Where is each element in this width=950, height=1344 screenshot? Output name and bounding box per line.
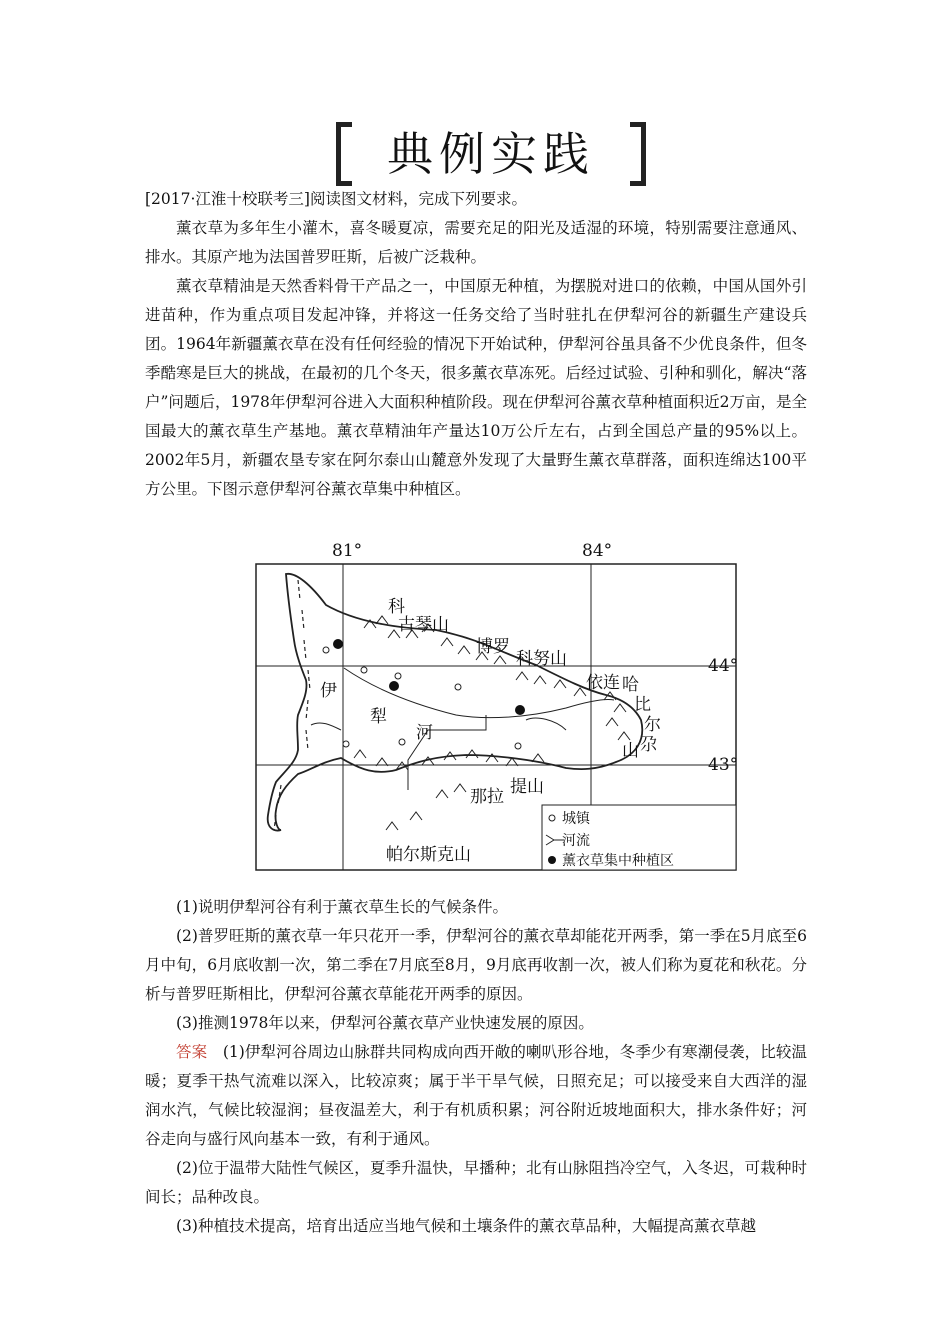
lat-44-label: 44° [708,656,739,676]
mountain-label-shan: 山 [622,741,639,761]
mountain-label-yilian: 依连 [586,673,620,693]
river-label-yi: 伊 [320,681,337,701]
town-marker [343,741,349,747]
question-1: (1)说明伊犁河谷有利于薰衣草生长的气候条件。 [176,898,508,916]
mountain-label-guqin: 古琴山 [398,615,449,635]
town-marker [323,647,329,653]
legend-town-symbol [549,815,555,821]
mountain-label-kenu: 科努山 [516,649,567,669]
section-header [336,122,646,188]
answer-1 [145,1038,807,1154]
left-bracket [336,122,352,186]
mountain-label-pa: 帕尔斯克山 [386,845,471,865]
section-title: 典例实践 [387,127,595,181]
source-line: [2017·江淮十校联考三]阅读图文材料，完成下列要求。 [145,190,527,208]
lavender-area-marker [515,705,525,715]
yili-valley-map [236,530,756,890]
intro-paragraph-1: 薰衣草为多年生小灌木，喜冬暖夏凉，需要充足的阳光及适湿的环境，特别需要注意通风、排水。其原产地为法国普罗旺斯，后被广泛栽种。 [145,219,807,266]
mountain-label-ke: 科 [388,597,405,617]
answer-2: (2)位于温带大陆性气候区，夏季升温快，早播种；北有山脉阻挡冷空气，入冬迟，可栽种时间长；品种改良。 [145,1159,807,1206]
border-line [274,580,310,830]
town-marker [515,743,521,749]
river-label-li: 犁 [370,707,387,727]
mountain-label-nala: 那拉 [470,787,504,807]
question-3: (3)推测1978年以来，伊犁河谷薰衣草产业快速发展的原因。 [176,1014,594,1032]
intro-paragraph-2: 薰衣草精油是天然香料骨干产品之一，中国原无种植，为摆脱对进口的依赖，中国从国外引进苗种，作为重点项目发起冲锋，并将这一任务交给了当时驻扎在伊犁河谷的新疆生产建设兵团。1964年新疆薰衣草在没有任何经验的情况下开始试种，伊犁河谷虽具备不少优良条件，但冬季酷寒是巨大的挑战，在最初的几个冬天，很多薰衣草冻死。后经过试验、引种和驯化，解决“落户”问题后，1978年伊犁河谷进入大面积种植阶段。现在伊犁河谷薰衣草种植面积近2万亩，是全国最大的薰衣草生产基地。薰衣草精油年产量达10万公斤左右，占到全国总产量的95%以上。2002年5月，新疆农垦专家在阿尔泰山山麓意外发现了大量野生薰衣草群落，面积连绵达100平方公里。下图示意伊犁河谷薰衣草集中种植区。 [145,277,807,498]
town-marker [395,673,401,679]
mountain-label-ha: 哈 [622,675,639,695]
lat-43-label: 43° [708,755,739,775]
lavender-area-marker [333,639,343,649]
legend-town-label: 城镇 [562,811,590,827]
legend-river-label: 河流 [562,833,590,849]
river-label-he: 河 [416,723,433,743]
town-marker [361,667,367,673]
right-bracket [630,122,646,186]
mountain-label-ga: 尕 [640,735,657,755]
mountain-label-bi: 比 [634,695,651,715]
answer-label: 答案 [176,1043,208,1061]
legend-area-symbol [548,856,556,864]
lon-81-label: 81° [332,541,363,561]
mountain-label-er: 尔 [644,715,661,735]
answer-1-text: (1)伊犁河谷周边山脉群共同构成向西开敞的喇叭形谷地，冬季少有寒潮侵袭，比较温暖；夏季干热气流难以深入，比较凉爽；属于半干旱气候，日照充足；可以接受来自大西洋的湿润水汽，气候比较湿润；昼夜温差大，利于有机质积累；河谷附近坡地面积大，排水条件好；河谷走向与盛行风向基本一致，有利于通风。 [145,1043,807,1148]
town-marker [455,684,461,690]
lavender-area-marker [389,681,399,691]
legend-area-label: 薰衣草集中种植区 [562,853,674,869]
map-legend [542,805,736,870]
town-marker [399,739,405,745]
question-2: (2)普罗旺斯的薰衣草一年只花开一季，伊犁河谷的薰衣草却能花开两季，第一季在5月底至6月中旬，6月底收割一次，第二季在7月底至8月，9月底再收割一次，被人们称为夏花和秋花。分析与普罗旺斯相比，伊犁河谷薰衣草能花开两季的原因。 [145,927,807,1003]
mountain-label-tishan: 提山 [510,777,544,797]
yili-river-tributary-2 [311,723,341,730]
answer-3: (3)种植技术提高，培育出适应当地气候和土壤条件的薰衣草品种，大幅提高薰衣草越 [176,1217,756,1235]
lon-84-label: 84° [582,541,613,561]
yili-river-tributary-3 [526,718,566,730]
mountain-label-boluo: 博罗 [476,637,510,657]
